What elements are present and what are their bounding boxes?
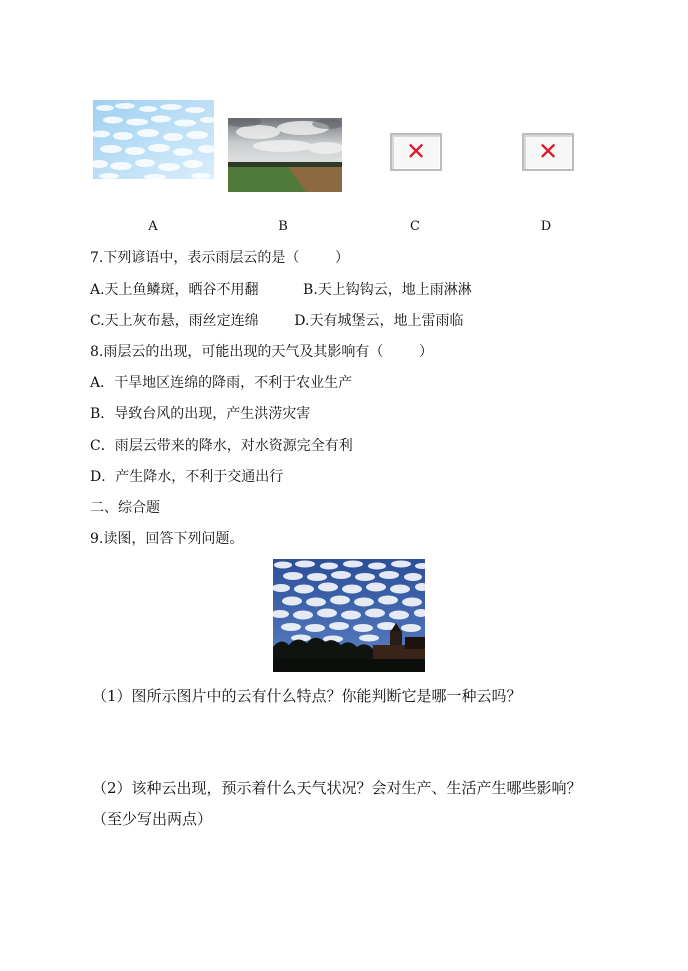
label-b: B — [278, 219, 288, 234]
question-8-option-d: D．产生降水，不利于交通出行 — [90, 469, 284, 485]
broken-image-icon: ✕ — [537, 137, 559, 166]
broken-image-icon: ✕ — [405, 137, 427, 166]
question-8-option-c: C．雨层云带来的降水，对水资源完全有利 — [90, 438, 353, 454]
cloud-image-b — [228, 118, 342, 192]
label-c: C — [410, 219, 420, 234]
image-c-placeholder — [390, 133, 442, 171]
question-8-option-b: B．导致台风的出现，产生洪涝灾害 — [90, 406, 311, 422]
cloud-image-a — [93, 100, 214, 179]
question-8-option-a: A．干旱地区连绵的降雨，不利于农业生产 — [90, 375, 353, 391]
cloud-photo-q9 — [273, 559, 425, 672]
label-d: D — [540, 219, 552, 234]
question-7-options-cd: C.天上灰布悬，雨丝定连绵 D.天有城堡云，地上雷雨临 — [90, 313, 464, 329]
question-9-part-2: （2）该种云出现，预示着什么天气状况？会对生产、生活产生哪些影响？ — [92, 779, 582, 797]
question-9-part-1: （1）图所示图片中的云有什么特点？你能判断它是哪一种云吗？ — [92, 687, 522, 705]
question-9: 9.读图，回答下列问题。 — [90, 531, 244, 547]
question-7: 7.下列谚语中，表示雨层云的是（ ） — [90, 250, 349, 266]
question-8: 8.雨层云的出现，可能出现的天气及其影响有（ ） — [90, 344, 433, 360]
image-d-placeholder — [522, 133, 574, 171]
question-7-options-ab: A.天上鱼鳞斑，晒谷不用翻 B.天上钩钩云，地上雨淋淋 — [90, 282, 472, 298]
label-a: A — [148, 219, 158, 234]
section-heading: 二、综合题 — [90, 500, 160, 516]
question-9-part-2-note: （至少写出两点） — [92, 810, 213, 828]
